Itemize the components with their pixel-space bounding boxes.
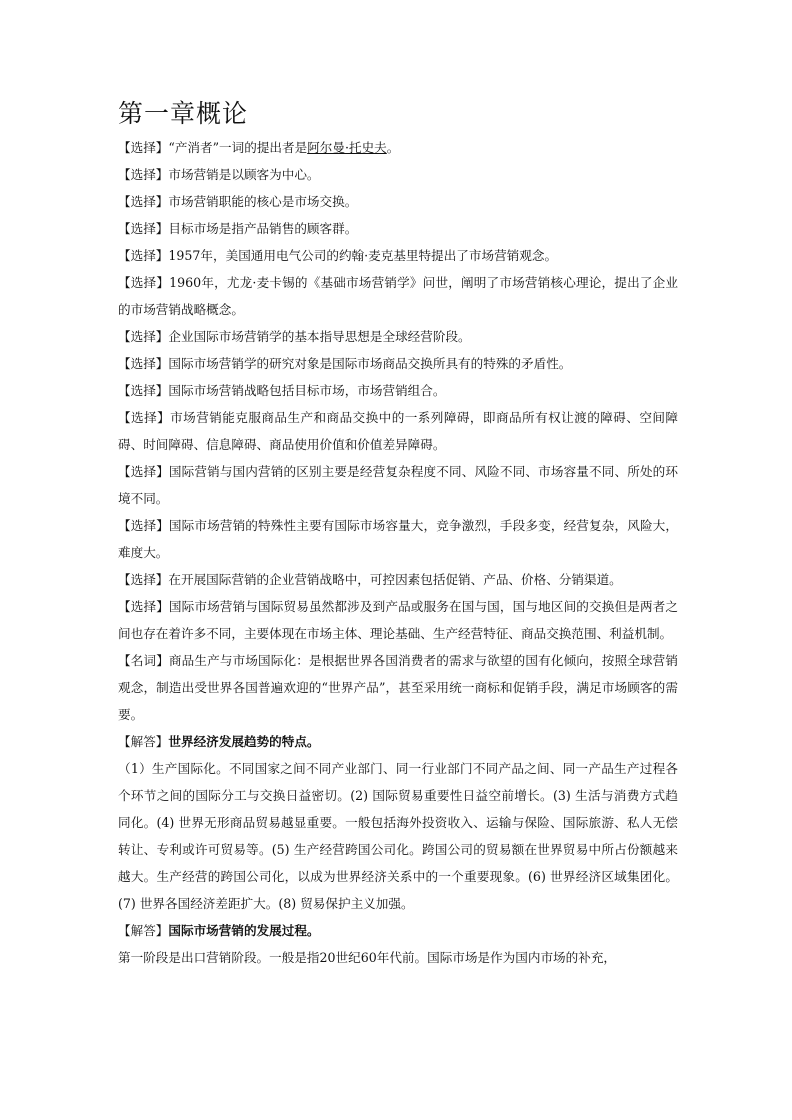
paragraph-6: 【选择】1960年，尤龙·麦卡锡的《基础市场营销学》问世，阐明了市场营销核心理论，提出了企业的市场营销战略概念。 — [118, 275, 678, 317]
answer-tag: 【解答】 — [118, 734, 169, 749]
answer-heading: 国际市场营销的发展过程。 — [168, 923, 320, 938]
paragraph-3: 【选择】市场营销职能的核心是市场交换。 — [118, 194, 358, 209]
paragraph-11: 【选择】国际营销与国内营销的区别主要是经营复杂程度不同、风险不同、市场容量不同、所处的环境不同。 — [118, 464, 678, 506]
paragraph-7: 【选择】企业国际市场营销学的基本指导思想是全球经营阶段。 — [118, 329, 471, 344]
paragraph-17: （1）生产国际化。不同国家之间不同产业部门、同一行业部门不同产品之间、同一产品生产过程各个环节之间的国际分工与交换日益密切。(2) 国际贸易重要性日益空前增长。(3) 生活与消费方式趋同化。(4) 世界无形商品贸易越显重要。一般包括海外投资收入、运输与保险、国际旅游、私人无偿转让、专利或许可贸易等。(5) 生产经营跨国公司化。跨国公司的贸易额在世界贸易中所占份额越来越大。生产经营的跨国公司化，以成为世界经济关系中的一个重要现象。(6) 世界经济区域集团化。(7) 世界各国经济差距扩大。(8) 贸易保护主义加强。 — [118, 761, 678, 911]
paragraph-15: 【名词】商品生产与市场国际化：是根据世界各国消费者的需求与欲望的国有化倾向，按照全球营销观念，制造出受世界各国普遍欢迎的“世界产品”，甚至采用统一商标和促销手段，满足市场顾客的需要。 — [118, 653, 678, 722]
paragraph-2: 【选择】市场营销是以顾客为中心。 — [118, 167, 320, 182]
paragraph-16 — [118, 728, 678, 755]
paragraph-18 — [118, 917, 678, 944]
paragraph-4: 【选择】目标市场是指产品销售的顾客群。 — [118, 221, 358, 236]
underlined-name: 阿尔曼·托史夫 — [307, 140, 387, 155]
paragraph-19: 第一阶段是出口营销阶段。一般是指20世纪60年代前。国际市场是作为国内市场的补充， — [118, 950, 617, 965]
answer-heading: 世界经济发展趋势的特点。 — [168, 734, 320, 749]
paragraph-1-end: 。 — [386, 140, 400, 155]
paragraph-5: 【选择】1957年，美国通用电气公司的约翰·麦克基里特提出了市场营销观念。 — [118, 248, 558, 263]
chapter-title: 第一章概论 — [118, 99, 249, 128]
paragraph-8: 【选择】国际市场营销学的研究对象是国际市场商品交换所具有的特殊的矛盾性。 — [118, 356, 572, 371]
paragraph-13: 【选择】在开展国际营销的企业营销战略中，可控因素包括促销、产品、价格、分销渠道。 — [118, 572, 622, 587]
answer-tag: 【解答】 — [118, 923, 169, 938]
paragraph-1-text: 【选择】“产消者”一词的提出者是 — [118, 140, 308, 155]
paragraph-10: 【选择】市场营销能克服商品生产和商品交换中的一系列障碍，即商品所有权让渡的障碍、空间障碍、时间障碍、信息障碍、商品使用价值和价值差异障碍。 — [118, 410, 678, 452]
paragraph-1 — [118, 134, 678, 161]
paragraph-12: 【选择】国际市场营销的特殊性主要有国际市场容量大，竞争激烈，手段多变，经营复杂，风险大，难度大。 — [118, 518, 678, 560]
document-page — [118, 96, 678, 971]
paragraph-14: 【选择】国际市场营销与国际贸易虽然都涉及到产品或服务在国与国，国与地区间的交换但是两者之间也存在着许多不同，主要体现在市场主体、理论基础、生产经营特征、商品交换范围、利益机制。 — [118, 599, 678, 641]
paragraph-9: 【选择】国际市场营销战略包括目标市场，市场营销组合。 — [118, 383, 446, 398]
